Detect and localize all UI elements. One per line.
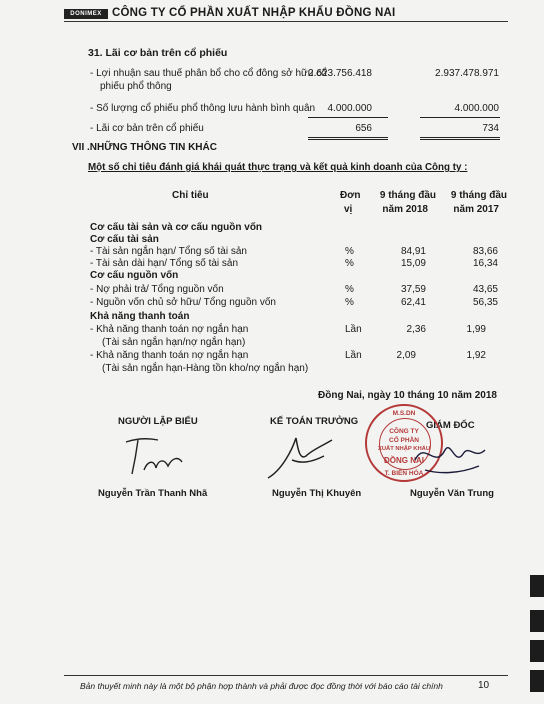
table-row-unit: Lần [345,350,362,361]
table-row-value-2018: 2,09 [396,350,416,361]
page-number: 10 [478,680,490,691]
table-row-label-2: (Tài sản ngắn hạn/nợ ngắn hạn) [102,337,246,348]
table-row-value-2017: 43,65 [472,284,498,295]
table-row-unit: % [345,246,354,257]
place-and-date: Đồng Nai, ngày 10 tháng 10 năm 2018 [318,390,497,401]
eps-total-line2-2017 [420,139,500,140]
section-31-title: 31. Lãi cơ bản trên cổ phiếu [88,47,228,59]
table-row-value-2017: 56,35 [472,297,498,308]
eps-row-profit-label-2: phiếu phổ thông [100,81,172,92]
table-row-label: - Nguồn vốn chủ sở hữu/ Tổng nguồn vốn [90,297,276,308]
footer-note: Bản thuyết minh này là một bộ phận hợp thành và phải được đọc đồng thời với báo cáo tài chính [80,681,443,691]
table-header-unit-2: vị [344,204,353,215]
eps-row-profit-2018: 2.623.756.418 [308,68,372,79]
preparer-title: NGƯỜI LẬP BIỂU [118,416,198,427]
table-row-value-2017: 83,66 [472,246,498,257]
director-name: Nguyễn Văn Trung [410,488,494,499]
accountant-name: Nguyễn Thị Khuyên [272,488,362,499]
eps-row-shares-label: - Số lượng cổ phiếu phổ thông lưu hành bình quân [90,103,316,114]
binder-tab [530,640,544,662]
table-header-indicator: Chỉ tiêu [172,190,209,201]
table-header-unit-1: Đơn [340,190,361,201]
preparer-signature [118,430,198,480]
table-group-capital-structure: Cơ cấu nguồn vốn [90,270,179,281]
header-divider [64,21,508,22]
table-group-asset-structure: Cơ cấu tài sản [90,234,159,245]
eps-row-basic-2017: 734 [482,123,499,134]
table-row-label: - Khả năng thanh toán nợ ngắn hạn [90,324,249,335]
table-row-label-2: (Tài sản ngắn hạn-Hàng tồn kho/nợ ngắn hạn) [102,363,309,374]
eps-underline-2018 [308,117,388,118]
binder-tab [530,610,544,632]
table-row-value-2018: 37,59 [400,284,426,295]
eps-total-line-2017 [420,137,500,138]
company-logo: DONIMEX [64,9,108,19]
table-row-unit: % [345,258,354,269]
table-header-p1-1: 9 tháng đầu [379,190,436,201]
eps-row-profit-label: - Lợi nhuận sau thuế phân bổ cho cổ đông sở hữu cổ [90,68,327,79]
company-header-title: CÔNG TY CỔ PHẦN XUẤT NHẬP KHẨU ĐỒNG NAI [112,7,396,19]
director-title: GIÁM ĐỐC [426,420,475,431]
table-row-value-2018: 62,41 [400,297,426,308]
table-row-unit: % [345,284,354,295]
table-row-label: - Tài sản dài hạn/ Tổng số tài sản [90,258,239,269]
accountant-title: KẾ TOÁN TRƯỞNG [270,416,359,427]
table-row-label: - Tài sản ngắn hạn/ Tổng số tài sản [90,246,247,257]
table-group-structure: Cơ cấu tài sản và cơ cấu nguồn vốn [90,222,263,233]
eps-row-basic-label: - Lãi cơ bản trên cổ phiếu [90,123,204,134]
table-row-label: - Nợ phải trả/ Tổng nguồn vốn [90,284,224,295]
accountant-signature [262,430,342,482]
eps-row-basic-2018: 656 [355,123,372,134]
section-7-subtitle: Một số chỉ tiêu đánh giá khái quát thực trạng và kết quả kinh doanh của Công ty : [88,162,468,173]
table-row-value-2018: 84,91 [400,246,426,257]
eps-total-line-2018 [308,137,388,138]
table-header-p2-2: năm 2017 [453,204,499,215]
table-row-label: - Khả năng thanh toán nợ ngắn hạn [90,350,249,361]
table-row-value-2017: 1,99 [466,324,486,335]
table-row-unit: % [345,297,354,308]
table-row-value-2017: 16,34 [472,258,498,269]
company-stamp: M.S.DN CÔNG TY CỔ PHẦN XUẤT NHẬP KHẨU ĐỒNG NAI T. BIÊN HÒA [365,404,443,482]
eps-total-line2-2018 [308,139,388,140]
table-header-p1-2: năm 2018 [382,204,428,215]
eps-row-shares-2018: 4.000.000 [327,103,372,114]
table-header-p2-1: 9 tháng đầu [450,190,507,201]
binder-tab [530,575,544,597]
section-7-title: VII .NHỮNG THÔNG TIN KHÁC [72,142,217,153]
eps-row-profit-2017: 2.937.478.971 [435,68,499,79]
eps-row-shares-2017: 4.000.000 [454,103,499,114]
binder-tab [530,670,544,692]
table-group-liquidity: Khả năng thanh toán [90,311,190,322]
table-row-value-2018: 2,36 [406,324,426,335]
preparer-name: Nguyễn Trần Thanh Nhã [98,488,208,499]
director-signature [405,430,495,482]
table-row-unit: Lần [345,324,362,335]
footer-divider [64,675,508,676]
table-row-value-2017: 1,92 [466,350,486,361]
eps-underline-2017 [420,117,500,118]
table-row-value-2018: 15,09 [400,258,426,269]
